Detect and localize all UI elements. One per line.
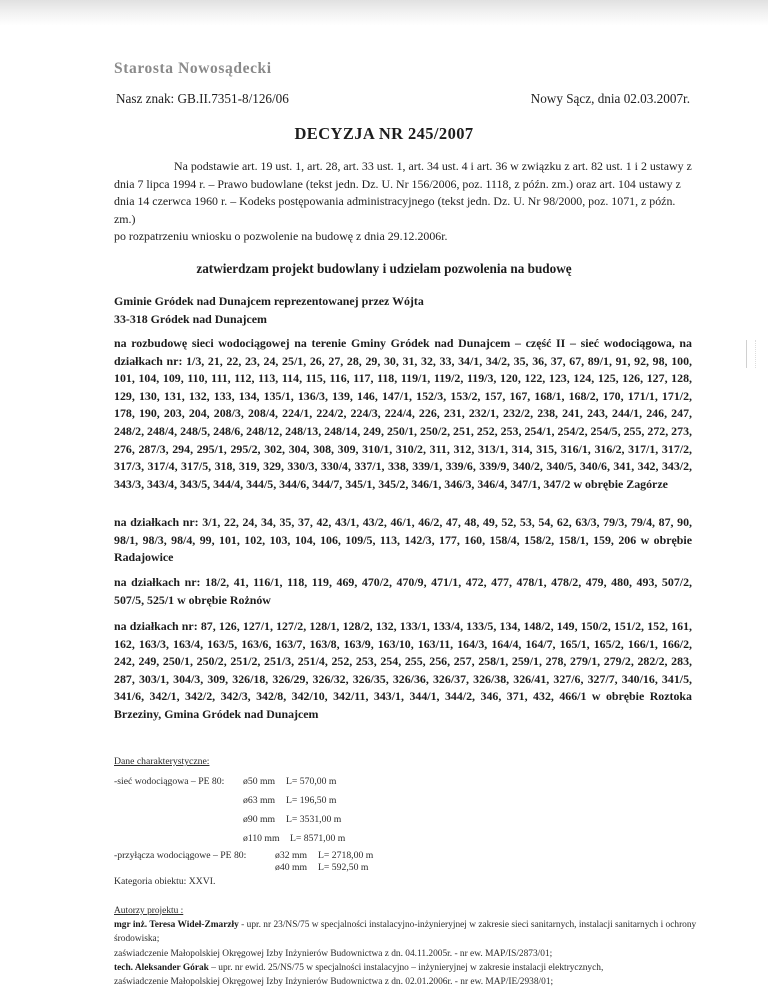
authors-block — [114, 904, 704, 989]
author-2 — [114, 961, 704, 975]
connection-length-2: L= 592,50 m — [318, 862, 369, 873]
investor-name: Gminie Gródek nad Dunajcem reprezentowanej przez Wójta — [114, 294, 424, 308]
object-category: Kategoria obiektu: XXVI. — [114, 876, 216, 887]
network-length-4: L= 8571,00 m — [290, 833, 346, 844]
place-and-date: Nowy Sącz, dnia 02.03.2007r. — [530, 91, 690, 106]
scan-margin-mark — [746, 340, 756, 368]
investor-block — [114, 293, 674, 328]
characteristics-block — [114, 754, 209, 770]
network-length-2: L= 196,50 m — [286, 795, 337, 806]
network-label: -sieć wodociągowa – PE 80: — [114, 776, 225, 787]
plots-roztoka: na działkach nr: 87, 126, 127/1, 127/2, 128/1, 128/2, 132, 133/1, 133/4, 133/5, 134, 148/2, 149, 150/2, 151/2, 152, 161, 162, 163/3, 163/4, 163/5, 163/6, 163/7, 163/8, 163/9, 163/10, 163/11, 164/3, 164/4, 164/7, 165/1, 165/2, 166/1, 166/2, 242, 249, 250/1, 250/2, 251/2, 251/3, 251/4, 252, 253, 254, 255, 256, 257, 258/1, 259/1, 278, 279/1, 279/2, 282/2, 283, 287, 303/1, 304/3, 309, 326/18, 326/29, 326/32, 326/35, 326/36, 326/37, 326/38, 326/41, 327/6, 327/7, 340/16, 341/5, 341/6, 342/1, 342/2, 342/3, 342/8, 342/10, 342/11, 343/1, 344/1, 344/2, 346, 371, 432, 466/1 w obrębie Roztoka Brzeziny, Gmina Gródek nad Dunajcem — [114, 619, 692, 721]
decision-statement: zatwierdzam projekt budowlany i udzielam pozwolenia na budowę — [196, 261, 572, 276]
author-2-certificate: zaświadczenie Małopolskiej Okręgowej Izby Inżynierów Budownictwa z dn. 02.01.2006r. - nr ew. MAP/IE/2938/01; — [114, 977, 554, 988]
plots-radajowice: na działkach nr: 3/1, 22, 24, 34, 35, 37, 42, 43/1, 43/2, 46/1, 46/2, 47, 48, 49, 52, 53, 54, 62, 63/3, 79/3, 79/4, 87, 90, 98/1, 98/3, 98/4, 99, 101, 102, 103, 104, 106, 109/5, 113, 142/3, 177, 160, 158/4, 158/2, 158/1, 159, 206 w obrębie Radajowice — [114, 515, 692, 565]
connections-label: -przyłącza wodociągowe – PE 80: — [114, 850, 247, 861]
connection-diameter-2: ø40 mm — [275, 862, 308, 873]
author-2-description: – upr. nr ewid. 25/NS/75 w specjalności instalacyjno – inżynieryjnej w zakresie instalacji elektrycznych, — [208, 962, 604, 973]
plots-roznow: na działkach nr: 18/2, 41, 116/1, 118, 119, 469, 470/2, 470/9, 471/1, 472, 477, 478/1, 478/2, 479, 480, 493, 507/2, 507/5, 525/1 w obrębie Rożnów — [114, 575, 692, 607]
decision-title: DECYZJA NR 245/2007 — [294, 124, 474, 143]
legal-basis-text: Na podstawie art. 19 ust. 1, art. 28, art. 33 ust. 1, art. 34 ust. 4 i art. 36 w związku z art. 82 ust. 1 i 2 ustawy z dnia 7 lipca 1994 r. – Prawo budowlane (tekst jedn. Dz. U. Nr 156/2006, poz. 1118, z późn. zm.) oraz art. 104 ustawy z dnia 14 czerwca 1960 r. – Kodeks postępowania administracyjnego (tekst jedn. Dz. U. Nr 98/2000, poz. 1071, z późn. zm.) — [114, 159, 692, 226]
network-length-3: L= 3531,00 m — [286, 814, 342, 825]
request-line: po rozpatrzeniu wniosku o pozwolenie na budowę z dnia 29.12.2006r. — [114, 229, 448, 244]
author-2-name: tech. Aleksander Górak — [114, 962, 209, 973]
legal-basis — [114, 158, 692, 246]
connection-length-1: L= 2718,00 m — [318, 850, 374, 861]
authors-heading: Autorzy projektu : — [114, 906, 184, 916]
characteristics-heading: Dane charakterystyczne: — [114, 756, 210, 767]
issuing-office: Starosta Nowosądecki — [114, 60, 272, 77]
network-diameter-2: ø63 mm — [243, 795, 276, 806]
investor-address: 33-318 Gródek nad Dunajcem — [114, 311, 267, 326]
network-diameter-4: ø110 mm — [243, 833, 280, 844]
scope-zagorze: na rozbudowę sieci wodociągowej na terenie Gminy Gródek nad Dunajcem – część II – sieć wodociągowa, na działkach nr: 1/3, 21, 22, 23, 24, 25/1, 26, 27, 28, 29, 30, 31, 32, 33, 34/1, 34/2, 35, 36, 37, 67, 89/1, 91, 92, 98, 100, 101, 104, 109, 110, 111, 112, 113, 114, 115, 116, 117, 118, 119/1, 119/2, 119/3, 120, 122, 123, 124, 125, 126, 127, 128, 129, 130, 131, 132, 133, 134, 135/1, 136/3, 139, 146, 147/1, 152/3, 153/2, 157, 167, 168/1, 168/2, 170, 171/1, 171/2, 178, 190, 203, 204, 208/3, 208/4, 224/1, 224/2, 224/3, 224/4, 226, 231, 232/1, 232/2, 238, 241, 243, 244/1, 246, 247, 248/2, 248/4, 248/5, 248/6, 248/12, 248/13, 248/14, 249, 250/1, 250/2, 251, 252, 253, 254/1, 254/2, 254/5, 255, 272, 273, 276, 287/3, 294, 295/1, 295/2, 302, 304, 308, 309, 310/1, 310/2, 311, 312, 313/1, 314, 315, 316/1, 316/2, 317/1, 317/2, 317/3, 317/4, 317/5, 318, 319, 329, 330/3, 330/4, 337/1, 338, 339/1, 339/6, 339/9, 340/2, 340/5, 340/6, 341, 342, 343/2, 343/3, 343/4, 343/5, 344/4, 344/5, 344/6, 344/7, 345/1, 345/2, 346/1, 346/3, 346/4, 347/1, 347/2 w obrębie Zagórze — [114, 336, 692, 491]
author-1-certificate: zaświadczenie Małopolskiej Okręgowej Izby Inżynierów Budownictwa z dn. 04.11.2005r. - nr ew. MAP/IS/2873/01; — [114, 948, 553, 959]
scan-edge-shadow — [0, 0, 768, 26]
network-diameter-3: ø90 mm — [243, 814, 276, 825]
network-diameter-1: ø50 mm — [243, 776, 276, 787]
author-1-description: - upr. nr 23/NS/75 w specjalności instalacyjno-inżynieryjnej w zakresie sieci sanitarnych, instalacji sanitarnych i ochrony środowiska; — [114, 920, 697, 945]
connection-diameter-1: ø32 mm — [275, 850, 308, 861]
author-1 — [114, 918, 704, 946]
reference-number: Nasz znak: GB.II.7351-8/126/06 — [116, 91, 289, 106]
author-1-name: mgr inż. Teresa Wideł-Zmarzły — [114, 920, 239, 931]
network-length-1: L= 570,00 m — [286, 776, 337, 787]
